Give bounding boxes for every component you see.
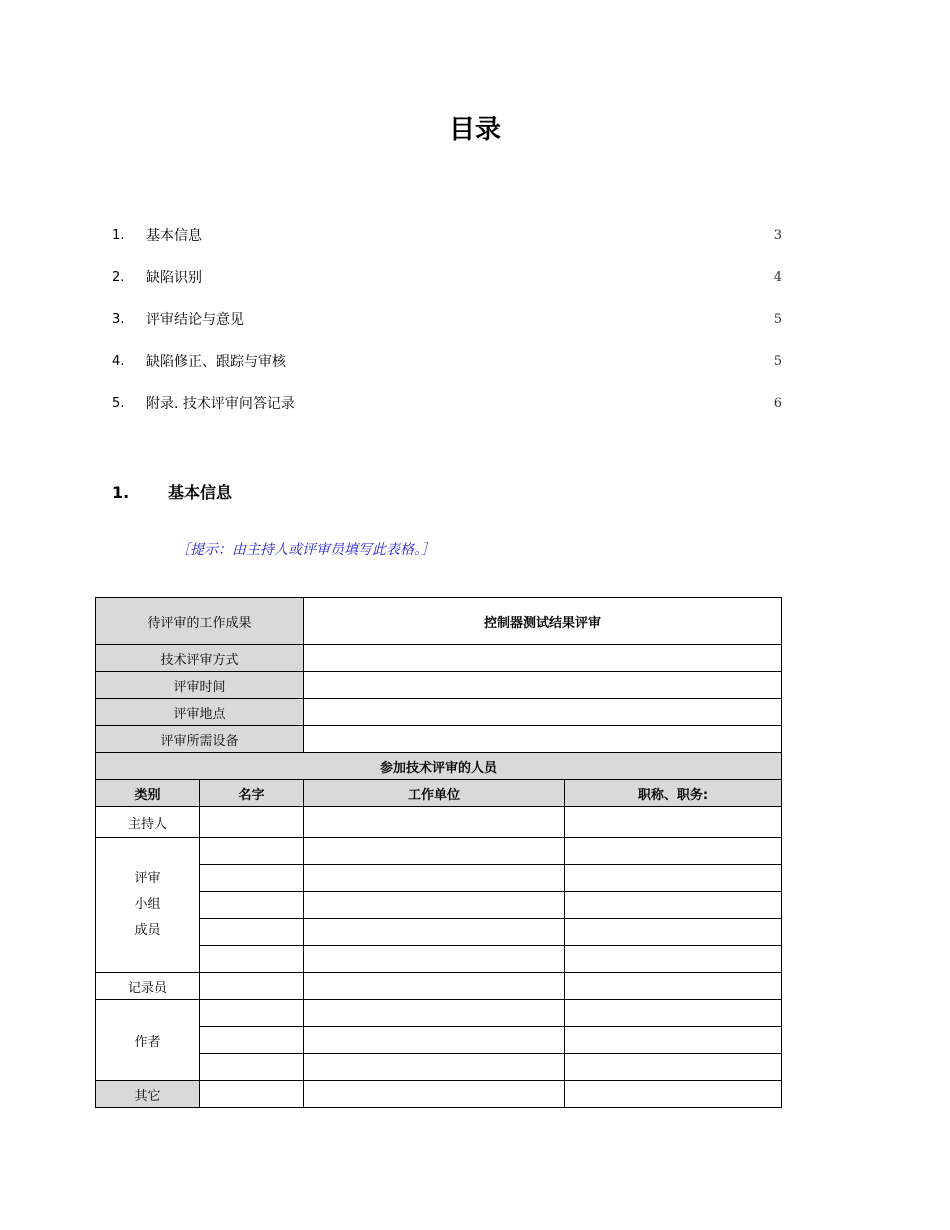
column-header-title: 职称、职务:	[565, 780, 782, 807]
organization-cell[interactable]	[304, 973, 565, 1000]
name-cell[interactable]	[200, 1027, 304, 1054]
toc-item[interactable]	[112, 264, 782, 306]
role-review-group	[96, 838, 200, 973]
name-cell[interactable]	[200, 807, 304, 838]
title-cell[interactable]	[565, 807, 782, 838]
column-header-category: 类别	[96, 780, 200, 807]
organization-cell[interactable]	[304, 865, 565, 892]
toc-item-label: 缺陷识别	[146, 270, 202, 286]
name-cell[interactable]	[200, 892, 304, 919]
organization-cell[interactable]	[304, 807, 565, 838]
basic-info-table	[95, 597, 782, 1108]
section-title: 基本信息	[168, 483, 233, 502]
organization-cell[interactable]	[304, 1081, 565, 1108]
toc-item[interactable]	[112, 348, 782, 390]
role-host: 主持人	[96, 807, 200, 838]
toc-item-page: 3	[773, 228, 782, 243]
name-cell[interactable]	[200, 919, 304, 946]
title-cell[interactable]	[565, 946, 782, 973]
section-heading	[112, 480, 232, 506]
work-product-label: 待评审的工作成果	[96, 598, 304, 645]
name-cell[interactable]	[200, 1081, 304, 1108]
hint-note: ［提示：由主持人或评审员填写此表格。］	[176, 542, 435, 558]
title-cell[interactable]	[565, 892, 782, 919]
role-author: 作者	[96, 1000, 200, 1081]
toc-item-page: 5	[773, 354, 782, 369]
toc-item-label: 附录. 技术评审问答记录	[146, 396, 295, 412]
toc-item[interactable]	[112, 222, 782, 264]
name-cell[interactable]	[200, 838, 304, 865]
title-cell[interactable]	[565, 1054, 782, 1081]
name-cell[interactable]	[200, 865, 304, 892]
organization-cell[interactable]	[304, 892, 565, 919]
role-review-group-line: 评审	[134, 871, 161, 886]
toc-item-page: 5	[773, 312, 782, 327]
title-cell[interactable]	[565, 919, 782, 946]
organization-cell[interactable]	[304, 1027, 565, 1054]
role-other: 其它	[96, 1081, 200, 1108]
toc-item-page: 4	[773, 270, 782, 285]
review-place-field[interactable]	[304, 699, 782, 726]
toc-item-page: 6	[773, 396, 782, 411]
title-cell[interactable]	[565, 1081, 782, 1108]
organization-cell[interactable]	[304, 1000, 565, 1027]
review-place-label: 评审地点	[96, 699, 304, 726]
review-time-field[interactable]	[304, 672, 782, 699]
review-method-field[interactable]	[304, 645, 782, 672]
title-cell[interactable]	[565, 973, 782, 1000]
toc-item-label: 基本信息	[146, 228, 202, 244]
participants-header: 参加技术评审的人员	[96, 753, 782, 780]
organization-cell[interactable]	[304, 919, 565, 946]
name-cell[interactable]	[200, 973, 304, 1000]
title-cell[interactable]	[565, 1027, 782, 1054]
toc-item-number: 2.	[112, 270, 125, 285]
review-equipment-field[interactable]	[304, 726, 782, 753]
role-review-group-line: 小组	[134, 897, 161, 912]
organization-cell[interactable]	[304, 946, 565, 973]
role-recorder: 记录员	[96, 973, 200, 1000]
name-cell[interactable]	[200, 946, 304, 973]
review-method-label: 技术评审方式	[96, 645, 304, 672]
organization-cell[interactable]	[304, 838, 565, 865]
column-header-name: 名字	[200, 780, 304, 807]
name-cell[interactable]	[200, 1054, 304, 1081]
review-time-label: 评审时间	[96, 672, 304, 699]
table-of-contents	[112, 222, 782, 432]
toc-item[interactable]	[112, 390, 782, 432]
toc-item-number: 5.	[112, 396, 125, 411]
name-cell[interactable]	[200, 1000, 304, 1027]
toc-item-label: 缺陷修正、跟踪与审核	[146, 354, 286, 370]
toc-item-label: 评审结论与意见	[146, 312, 244, 328]
role-review-group-line: 成员	[134, 923, 161, 938]
review-equipment-label: 评审所需设备	[96, 726, 304, 753]
title-cell[interactable]	[565, 838, 782, 865]
column-header-organization: 工作单位	[304, 780, 565, 807]
toc-item[interactable]	[112, 306, 782, 348]
toc-item-number: 3.	[112, 312, 125, 327]
organization-cell[interactable]	[304, 1054, 565, 1081]
toc-item-number: 1.	[112, 228, 125, 243]
page-title: 目录	[448, 115, 501, 145]
title-cell[interactable]	[565, 1000, 782, 1027]
title-cell[interactable]	[565, 865, 782, 892]
work-product-value[interactable]: 控制器测试结果评审	[304, 598, 782, 645]
section-number: 1.	[112, 483, 130, 502]
toc-item-number: 4.	[112, 354, 125, 369]
